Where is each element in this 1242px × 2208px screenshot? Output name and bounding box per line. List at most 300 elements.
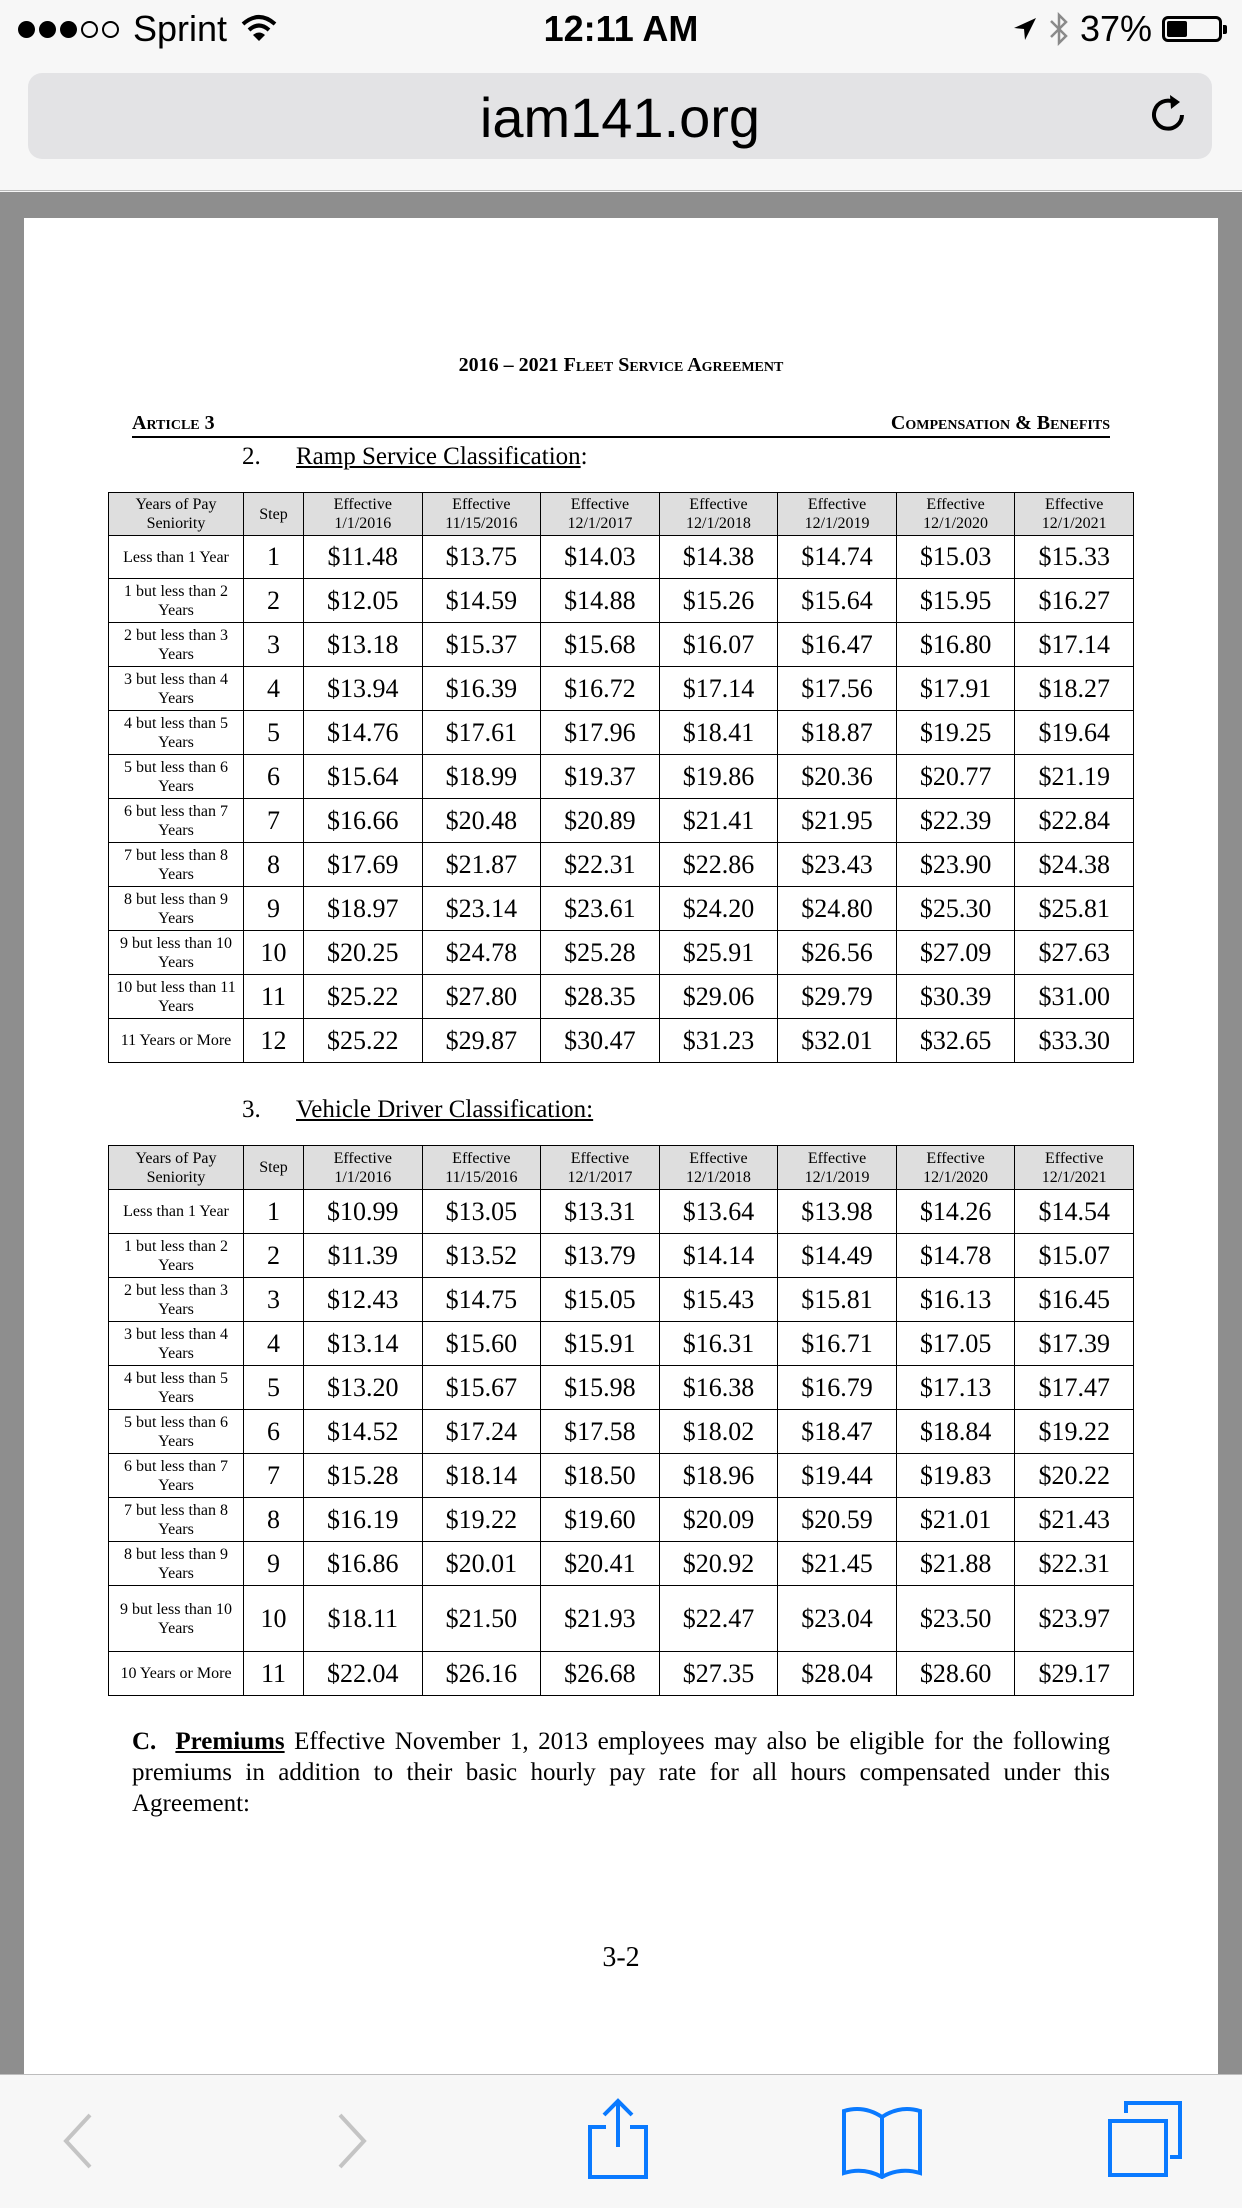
rate-cell: $14.76	[304, 711, 423, 755]
effective-date: 1/1/2016	[334, 515, 392, 532]
seniority-cell: 6 but less than 7 Years	[109, 799, 244, 843]
step-cell: 8	[244, 1498, 304, 1542]
rate-cell: $17.13	[896, 1366, 1015, 1410]
step-cell: 8	[244, 843, 304, 887]
rate-cell: $22.31	[1015, 1542, 1134, 1586]
step-cell: 9	[244, 1542, 304, 1586]
step-header: Step	[244, 1146, 304, 1190]
seniority-header: Years of Pay Seniority	[109, 1146, 244, 1190]
rate-cell: $23.50	[896, 1586, 1015, 1652]
header-row	[109, 493, 1134, 536]
ramp-section-heading	[242, 443, 588, 471]
rate-cell: $20.59	[778, 1498, 897, 1542]
header-row	[109, 1146, 1134, 1190]
seniority-cell: 7 but less than 8 Years	[109, 843, 244, 887]
rate-cell: $15.26	[659, 579, 778, 623]
divider	[0, 190, 1242, 191]
rate-cell: $17.05	[896, 1322, 1015, 1366]
effective-date: 12/1/2020	[923, 515, 989, 532]
table-row	[109, 536, 1134, 579]
clock: 12:11 AM	[543, 8, 699, 49]
effective-label: Effective	[689, 496, 748, 513]
rate-cell: $21.41	[659, 799, 778, 843]
seniority-cell: Less than 1 Year	[109, 1190, 244, 1234]
seniority-cell: 2 but less than 3 Years	[109, 623, 244, 667]
rate-cell: $22.47	[659, 1586, 778, 1652]
document-header: 2016 – 2021 Fleet Service Agreement	[458, 354, 784, 376]
effective-label: Effective	[452, 1149, 511, 1167]
rate-cell: $12.43	[304, 1278, 423, 1322]
rate-cell: $19.22	[422, 1498, 541, 1542]
rate-cell: $17.56	[778, 667, 897, 711]
rate-cell: $16.86	[304, 1542, 423, 1586]
rate-cell: $24.80	[778, 887, 897, 931]
rate-cell: $31.23	[659, 1019, 778, 1063]
rate-cell: $14.26	[896, 1190, 1015, 1234]
effective-date: 12/1/2021	[1041, 515, 1107, 532]
seniority-cell: 1 but less than 2 Years	[109, 579, 244, 623]
effective-date: 12/1/2019	[804, 1168, 870, 1186]
step-cell: 3	[244, 623, 304, 667]
step-cell: 11	[244, 975, 304, 1019]
rate-cell: $17.91	[896, 667, 1015, 711]
rate-cell: $16.71	[778, 1322, 897, 1366]
effective-date-header	[659, 493, 778, 536]
rate-cell: $14.59	[422, 579, 541, 623]
rate-cell: $13.05	[422, 1190, 541, 1234]
seniority-cell: 10 but less than 11 Years	[109, 975, 244, 1019]
table-row	[109, 1542, 1134, 1586]
seniority-cell: 9 but less than 10 Years	[109, 931, 244, 975]
rate-cell: $11.48	[304, 536, 423, 579]
step-cell: 10	[244, 931, 304, 975]
rate-cell: $25.22	[304, 1019, 423, 1063]
premiums-text: Effective November 1, 2013 employees may also be eligible for the following premiums in addition to their basic hourly pay rate for all hours compensated under this Agreement:	[132, 1728, 1110, 1817]
rate-cell: $13.64	[659, 1190, 778, 1234]
rate-cell: $23.14	[422, 887, 541, 931]
seniority-cell: 11 Years or More	[109, 1019, 244, 1063]
battery-icon	[1162, 16, 1222, 42]
rate-cell: $32.65	[896, 1019, 1015, 1063]
effective-date-header	[896, 1146, 1015, 1190]
rate-cell: $22.04	[304, 1652, 423, 1696]
rate-cell: $27.80	[422, 975, 541, 1019]
effective-date-header	[778, 493, 897, 536]
rate-cell: $20.92	[659, 1542, 778, 1586]
article-title: Compensation & Benefits	[890, 412, 1110, 434]
section-number: 3.	[242, 1096, 261, 1123]
rate-cell: $16.72	[541, 667, 660, 711]
rate-cell: $15.64	[778, 579, 897, 623]
step-cell: 7	[244, 799, 304, 843]
rate-cell: $21.01	[896, 1498, 1015, 1542]
step-cell: 11	[244, 1652, 304, 1696]
rate-cell: $20.25	[304, 931, 423, 975]
section-number: 2.	[242, 443, 261, 470]
table-row	[109, 1234, 1134, 1278]
effective-date: 12/1/2021	[1041, 1168, 1107, 1186]
rate-cell: $15.33	[1015, 536, 1134, 579]
rate-cell: $29.17	[1015, 1652, 1134, 1696]
rate-cell: $18.87	[778, 711, 897, 755]
seniority-cell: 8 but less than 9 Years	[109, 887, 244, 931]
step-cell: 10	[244, 1586, 304, 1652]
rate-cell: $17.24	[422, 1410, 541, 1454]
rate-cell: $22.31	[541, 843, 660, 887]
rate-cell: $14.14	[659, 1234, 778, 1278]
step-cell: 2	[244, 579, 304, 623]
effective-label: Effective	[926, 1149, 985, 1167]
rate-cell: $17.14	[1015, 623, 1134, 667]
url-text[interactable]: iam141.org	[479, 86, 761, 149]
effective-date-header	[422, 1146, 541, 1190]
rate-cell: $15.05	[541, 1278, 660, 1322]
effective-label: Effective	[926, 496, 985, 513]
rate-cell: $15.98	[541, 1366, 660, 1410]
rate-cell: $17.96	[541, 711, 660, 755]
step-cell: 4	[244, 667, 304, 711]
rate-cell: $24.38	[1015, 843, 1134, 887]
rate-cell: $16.38	[659, 1366, 778, 1410]
rate-cell: $16.19	[304, 1498, 423, 1542]
seniority-cell: 5 but less than 6 Years	[109, 755, 244, 799]
rate-cell: $20.22	[1015, 1454, 1134, 1498]
table-row	[109, 1410, 1134, 1454]
effective-date: 12/1/2017	[567, 515, 633, 532]
page-number: 3-2	[602, 1942, 640, 1973]
rate-cell: $18.96	[659, 1454, 778, 1498]
rate-cell: $16.80	[896, 623, 1015, 667]
rate-cell: $18.97	[304, 887, 423, 931]
seniority-cell: 4 but less than 5 Years	[109, 711, 244, 755]
rate-cell: $31.00	[1015, 975, 1134, 1019]
rate-cell: $19.86	[659, 755, 778, 799]
battery-percent: 37%	[1079, 8, 1152, 49]
rate-cell: $15.60	[422, 1322, 541, 1366]
rate-cell: $20.41	[541, 1542, 660, 1586]
rate-cell: $16.47	[778, 623, 897, 667]
step-cell: 9	[244, 887, 304, 931]
seniority-cell: 4 but less than 5 Years	[109, 1366, 244, 1410]
effective-date: 1/1/2016	[334, 1168, 392, 1186]
rate-cell: $27.63	[1015, 931, 1134, 975]
rate-cell: $13.75	[422, 536, 541, 579]
rate-cell: $23.61	[541, 887, 660, 931]
rate-cell: $13.14	[304, 1322, 423, 1366]
rate-cell: $13.31	[541, 1190, 660, 1234]
rate-cell: $28.04	[778, 1652, 897, 1696]
step-cell: 3	[244, 1278, 304, 1322]
rate-cell: $25.81	[1015, 887, 1134, 931]
rate-cell: $15.03	[896, 536, 1015, 579]
effective-date-header	[1015, 1146, 1134, 1190]
step-cell: 12	[244, 1019, 304, 1063]
driver-section-heading	[242, 1096, 593, 1124]
reload-icon[interactable]	[1144, 91, 1192, 139]
rate-cell: $25.28	[541, 931, 660, 975]
effective-label: Effective	[689, 1149, 748, 1167]
effective-date: 11/15/2016	[445, 1168, 518, 1186]
table-row	[109, 1190, 1134, 1234]
rate-cell: $19.64	[1015, 711, 1134, 755]
table-row	[109, 667, 1134, 711]
rate-cell: $16.07	[659, 623, 778, 667]
rate-cell: $28.35	[541, 975, 660, 1019]
step-cell: 4	[244, 1322, 304, 1366]
forward-icon[interactable]	[332, 2109, 372, 2173]
table-row	[109, 1278, 1134, 1322]
premiums-paragraph	[132, 1726, 1110, 1819]
rate-cell: $28.60	[896, 1652, 1015, 1696]
bluetooth-icon	[1048, 12, 1070, 46]
effective-label: Effective	[807, 496, 867, 513]
effective-label: Effective	[807, 1149, 867, 1167]
step-header: Step	[244, 493, 304, 536]
rate-cell: $23.90	[896, 843, 1015, 887]
seniority-cell: Less than 1 Year	[109, 536, 244, 579]
address-bar[interactable]	[28, 73, 1212, 159]
effective-label: Effective	[1045, 496, 1104, 513]
rate-cell: $18.50	[541, 1454, 660, 1498]
seniority-cell: 1 but less than 2 Years	[109, 1234, 244, 1278]
rate-cell: $18.47	[778, 1410, 897, 1454]
rate-cell: $19.83	[896, 1454, 1015, 1498]
ramp-pay-table	[108, 492, 1134, 1063]
rate-cell: $20.09	[659, 1498, 778, 1542]
rate-cell: $15.28	[304, 1454, 423, 1498]
table-row	[109, 711, 1134, 755]
seniority-cell: 7 but less than 8 Years	[109, 1498, 244, 1542]
rate-cell: $21.43	[1015, 1498, 1134, 1542]
effective-date-header	[422, 493, 541, 536]
rate-cell: $29.06	[659, 975, 778, 1019]
table-row	[109, 1322, 1134, 1366]
rate-cell: $27.35	[659, 1652, 778, 1696]
rate-cell: $17.14	[659, 667, 778, 711]
rate-cell: $16.79	[778, 1366, 897, 1410]
rate-cell: $13.79	[541, 1234, 660, 1278]
table-row	[109, 1454, 1134, 1498]
header-rule	[132, 436, 1110, 438]
rate-cell: $22.39	[896, 799, 1015, 843]
rate-cell: $17.61	[422, 711, 541, 755]
effective-date: 12/1/2017	[567, 1168, 633, 1186]
share-icon[interactable]	[586, 2097, 650, 2181]
rate-cell: $26.56	[778, 931, 897, 975]
rate-cell: $16.39	[422, 667, 541, 711]
rate-cell: $29.79	[778, 975, 897, 1019]
effective-label: Effective	[333, 496, 392, 513]
seniority-cell: 10 Years or More	[109, 1652, 244, 1696]
rate-cell: $25.91	[659, 931, 778, 975]
effective-date: 11/15/2016	[445, 515, 518, 532]
rate-cell: $14.78	[896, 1234, 1015, 1278]
rate-cell: $19.44	[778, 1454, 897, 1498]
seniority-cell: 5 but less than 6 Years	[109, 1410, 244, 1454]
effective-date: 12/1/2018	[686, 515, 751, 532]
rate-cell: $16.45	[1015, 1278, 1134, 1322]
table-row	[109, 1019, 1134, 1063]
rate-cell: $18.02	[659, 1410, 778, 1454]
table-row	[109, 579, 1134, 623]
rate-cell: $15.37	[422, 623, 541, 667]
premiums-letter: C.	[132, 1728, 157, 1755]
rate-cell: $18.99	[422, 755, 541, 799]
rate-cell: $15.64	[304, 755, 423, 799]
table-row	[109, 799, 1134, 843]
back-icon[interactable]	[58, 2109, 98, 2173]
step-cell: 6	[244, 1410, 304, 1454]
rate-cell: $18.41	[659, 711, 778, 755]
driver-pay-table	[108, 1145, 1134, 1696]
rate-cell: $19.25	[896, 711, 1015, 755]
seniority-cell: 2 but less than 3 Years	[109, 1278, 244, 1322]
rate-cell: $14.38	[659, 536, 778, 579]
section-title: Vehicle Driver Classification:	[296, 1096, 594, 1123]
rate-cell: $15.81	[778, 1278, 897, 1322]
seniority-cell: 8 but less than 9 Years	[109, 1542, 244, 1586]
pdf-page	[24, 218, 1218, 2078]
step-cell: 6	[244, 755, 304, 799]
rate-cell: $22.86	[659, 843, 778, 887]
effective-date-header	[304, 1146, 423, 1190]
rate-cell: $24.20	[659, 887, 778, 931]
effective-date: 12/1/2020	[923, 1168, 989, 1186]
effective-label: Effective	[452, 496, 511, 513]
rate-cell: $15.43	[659, 1278, 778, 1322]
rate-cell: $14.49	[778, 1234, 897, 1278]
table-row	[109, 1586, 1134, 1652]
article-label: Article 3	[132, 412, 215, 434]
rate-cell: $25.22	[304, 975, 423, 1019]
rate-cell: $23.43	[778, 843, 897, 887]
rate-cell: $14.74	[778, 536, 897, 579]
carrier-name: Sprint	[133, 8, 228, 49]
rate-cell: $20.48	[422, 799, 541, 843]
rate-cell: $19.37	[541, 755, 660, 799]
rate-cell: $18.27	[1015, 667, 1134, 711]
effective-label: Effective	[570, 496, 630, 513]
step-cell: 1	[244, 1190, 304, 1234]
rate-cell: $15.91	[541, 1322, 660, 1366]
rate-cell: $17.39	[1015, 1322, 1134, 1366]
rate-cell: $18.14	[422, 1454, 541, 1498]
rate-cell: $16.66	[304, 799, 423, 843]
table-row	[109, 1498, 1134, 1542]
effective-date-header	[304, 493, 423, 536]
rate-cell: $27.09	[896, 931, 1015, 975]
rate-cell: $30.47	[541, 1019, 660, 1063]
rate-cell: $17.58	[541, 1410, 660, 1454]
rate-cell: $13.52	[422, 1234, 541, 1278]
rate-cell: $14.75	[422, 1278, 541, 1322]
rate-cell: $13.20	[304, 1366, 423, 1410]
effective-label: Effective	[570, 1149, 630, 1167]
table-row	[109, 975, 1134, 1019]
rate-cell: $14.54	[1015, 1190, 1134, 1234]
seniority-cell: 9 but less than 10 Years	[109, 1586, 244, 1652]
step-cell: 7	[244, 1454, 304, 1498]
pdf-viewer[interactable]	[0, 192, 1242, 2074]
rate-cell: $21.88	[896, 1542, 1015, 1586]
rate-cell: $20.89	[541, 799, 660, 843]
rate-cell: $17.47	[1015, 1366, 1134, 1410]
rate-cell: $14.88	[541, 579, 660, 623]
rate-cell: $19.22	[1015, 1410, 1134, 1454]
rate-cell: $15.68	[541, 623, 660, 667]
status-right	[1012, 8, 1222, 50]
rate-cell: $16.31	[659, 1322, 778, 1366]
rate-cell: $33.30	[1015, 1019, 1134, 1063]
rate-cell: $23.97	[1015, 1586, 1134, 1652]
rate-cell: $20.77	[896, 755, 1015, 799]
rate-cell: $15.67	[422, 1366, 541, 1410]
rate-cell: $22.84	[1015, 799, 1134, 843]
rate-cell: $13.18	[304, 623, 423, 667]
rate-cell: $21.87	[422, 843, 541, 887]
table-row	[109, 1366, 1134, 1410]
rate-cell: $11.39	[304, 1234, 423, 1278]
section-title: Ramp Service Classification	[296, 443, 581, 470]
rate-cell: $21.93	[541, 1586, 660, 1652]
effective-date: 12/1/2019	[804, 515, 870, 532]
effective-date-header	[896, 493, 1015, 536]
rate-cell: $16.27	[1015, 579, 1134, 623]
rate-cell: $32.01	[778, 1019, 897, 1063]
effective-date-header	[778, 1146, 897, 1190]
rate-cell: $21.19	[1015, 755, 1134, 799]
rate-cell: $13.94	[304, 667, 423, 711]
seniority-cell: 3 but less than 4 Years	[109, 1322, 244, 1366]
premiums-title: Premiums	[175, 1728, 285, 1755]
effective-label: Effective	[333, 1149, 392, 1167]
rate-cell: $19.60	[541, 1498, 660, 1542]
rate-cell: $17.69	[304, 843, 423, 887]
rate-cell: $20.36	[778, 755, 897, 799]
table-row	[109, 931, 1134, 975]
rate-cell: $20.01	[422, 1542, 541, 1586]
step-cell: 5	[244, 711, 304, 755]
rate-cell: $15.95	[896, 579, 1015, 623]
rate-cell: $16.13	[896, 1278, 1015, 1322]
bookmarks-icon[interactable]	[840, 2103, 924, 2179]
location-arrow-icon	[1012, 16, 1038, 42]
step-cell: 5	[244, 1366, 304, 1410]
rate-cell: $30.39	[896, 975, 1015, 1019]
table-row	[109, 887, 1134, 931]
effective-date-header	[541, 493, 660, 536]
rate-cell: $14.52	[304, 1410, 423, 1454]
rate-cell: $26.16	[422, 1652, 541, 1696]
rate-cell: $24.78	[422, 931, 541, 975]
seniority-cell: 6 but less than 7 Years	[109, 1454, 244, 1498]
table-row	[109, 843, 1134, 887]
rate-cell: $23.04	[778, 1586, 897, 1652]
rate-cell: $14.03	[541, 536, 660, 579]
rate-cell: $18.11	[304, 1586, 423, 1652]
section-colon: :	[580, 443, 588, 470]
tabs-icon[interactable]	[1106, 2099, 1184, 2179]
rate-cell: $13.98	[778, 1190, 897, 1234]
rate-cell: $21.95	[778, 799, 897, 843]
effective-date-header	[659, 1146, 778, 1190]
effective-date-header	[1015, 493, 1134, 536]
table-row	[109, 755, 1134, 799]
rate-cell: $12.05	[304, 579, 423, 623]
rate-cell: $18.84	[896, 1410, 1015, 1454]
table-row	[109, 1652, 1134, 1696]
effective-date-header	[541, 1146, 660, 1190]
